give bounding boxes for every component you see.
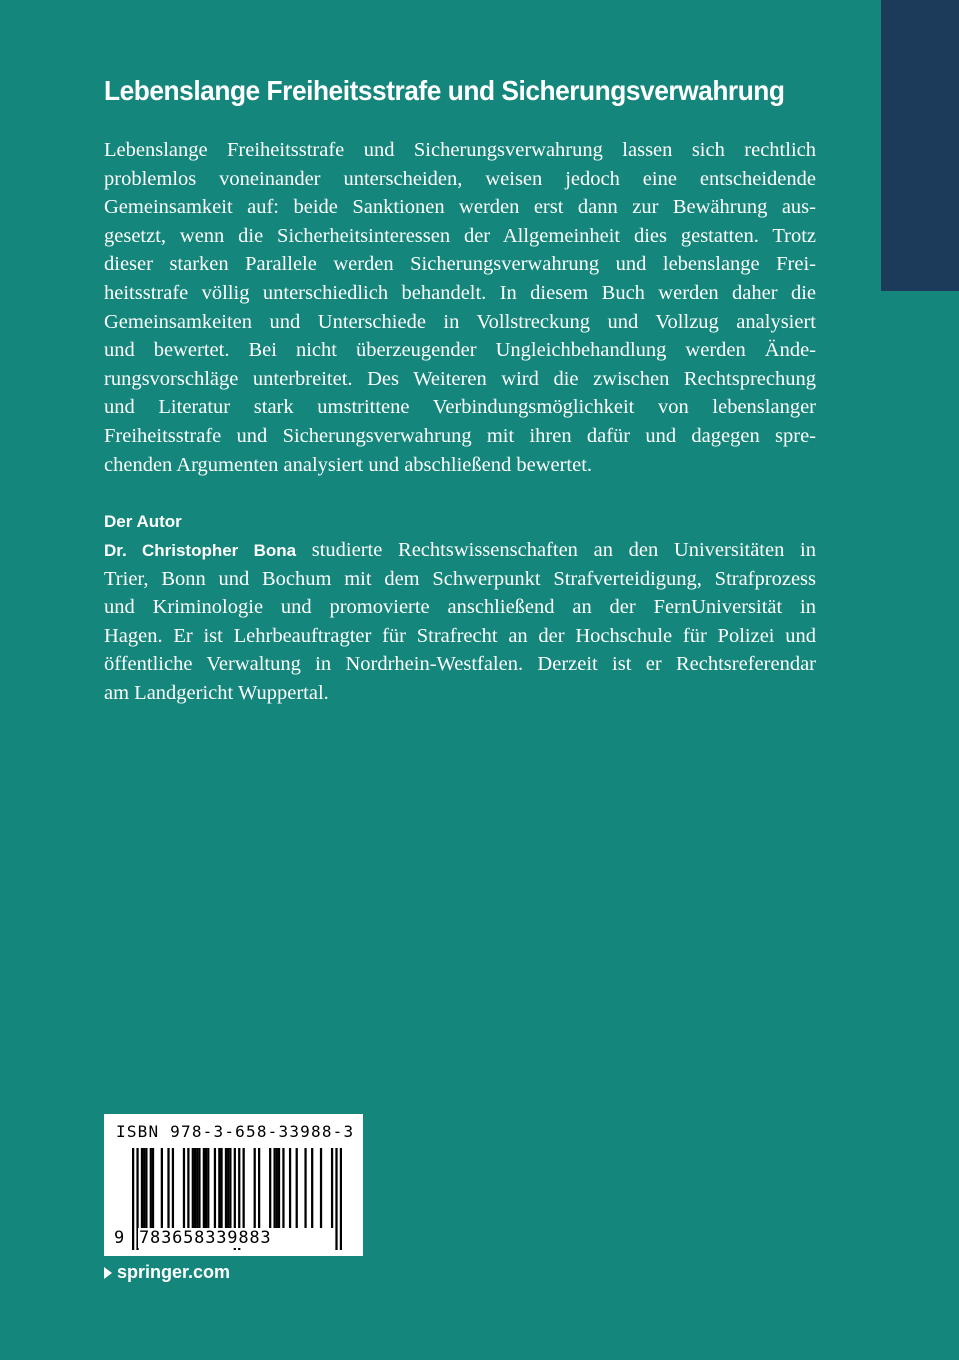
barcode-bar [172,1148,174,1228]
barcode-bar [218,1148,220,1228]
blurb-line: rungsvorschläge unterbreitet. Des Weiteren wird die zwischen Rechtsprechung [104,367,816,390]
blurb-line: und Literatur stark umstrittene Verbindungsmöglichkeit von lebenslanger [104,396,816,419]
blurb-line: Lebenslange Freiheitsstrafe und Sicherungsverwahrung lassen sich rechtlich [104,139,816,161]
publisher-link[interactable] [104,1262,230,1283]
author-bio-line [104,536,816,565]
blurb [104,136,816,479]
blurb-line: gesetzt, wenn die Sicherheitsinteressen der Allgemeinheit dies gestatten. Trotz [104,224,816,247]
blurb-line: chenden Argumenten analysiert und abschließend bewertet. [104,453,593,476]
barcode-bar [225,1148,227,1228]
barcode-bar [243,1148,245,1228]
author-bio-line: Hagen. Er ist Lehrbeauftragter für Strafrecht an der Hochschule für Polizei und [104,624,816,647]
author-name: Dr. Christopher Bona [104,541,297,560]
author-bio-text: studierte Rechtswissenschaften an den Universitäten in [296,539,816,561]
barcode-bar [340,1148,342,1250]
barcode-bar [192,1148,194,1228]
arrow-right-icon [104,1267,112,1279]
barcode-bar [187,1148,189,1228]
barcode-bar [269,1148,271,1228]
barcode-bar [161,1148,163,1228]
barcode-bar [141,1148,143,1228]
barcode-bar [183,1148,185,1228]
barcode-bar [205,1148,207,1228]
blurb-line: dieser starken Parallele werden Sicherungsverwahrung und lebenslange Frei- [104,253,816,276]
barcode-bar [143,1148,145,1228]
publisher-website: springer.com [117,1262,231,1282]
barcode-bar [227,1148,229,1228]
barcode-bar [296,1148,298,1228]
barcode-bar [198,1148,200,1228]
barcode-bar [150,1148,152,1228]
blurb-line: Gemeinsamkeit auf: beide Sanktionen werden erst dann zur Bewährung aus- [104,196,816,219]
blurb-line: Gemeinsamkeiten und Unterschiede in Vollstreckung und Vollzug analysiert [104,310,816,333]
barcode-bar [145,1148,147,1228]
blurb-line: heitsstrafe völlig unterschiedlich behandelt. In diesem Buch werden daher die [104,281,816,304]
barcode-bar [282,1148,284,1228]
barcode-bar [220,1148,222,1228]
barcode-bar [304,1148,306,1228]
author-bio [104,536,816,708]
blurb-line: Freiheitsstrafe und Sicherungsverwahrung mit ihren dafür und dagegen spre- [104,424,816,447]
spine-color-bar [881,0,959,291]
barcode-bar [320,1148,322,1228]
isbn-barcode [104,1114,363,1256]
ean-digits: 783658339883 [139,1228,272,1248]
barcode-bar [335,1148,337,1250]
barcode-bar [152,1148,154,1228]
barcode-bar [207,1148,209,1228]
barcode-bar [276,1148,278,1228]
barcode-bar [196,1148,198,1228]
barcode-bar [273,1148,275,1228]
barcode-bar [254,1148,256,1228]
barcode-bar [214,1148,216,1228]
barcode-bar [278,1148,280,1228]
barcode-bar [132,1148,134,1250]
blurb-line: problemlos voneinander unterscheiden, weisen jedoch eine entscheidende [104,167,816,190]
ean-first-digit: 9 [114,1228,125,1248]
author-bio-line: öffentliche Verwaltung in Nordrhein-Westfalen. Derzeit ist er Rechtsreferendar [104,653,816,676]
barcode-bar [194,1148,196,1228]
isbn-label: ISBN 978-3-658-33988-3 [116,1122,355,1141]
barcode-bar [331,1148,333,1228]
barcode-bar [229,1148,231,1228]
blurb-line: und bewertet. Bei nicht überzeugender Ungleichbehandlung werden Ände- [104,339,816,362]
author-heading: Der Autor [104,512,182,531]
author-bio-line: und Kriminologie und promovierte anschließend an der FernUniversität in [104,596,816,619]
barcode-bar [203,1148,205,1228]
barcode-bar [289,1148,291,1228]
author-bio-line: am Landgericht Wuppertal. [104,681,329,704]
barcode-bar [311,1148,313,1228]
barcode-bar [258,1148,260,1228]
barcode-bar [167,1148,169,1228]
author-bio-line: Trier, Bonn und Bochum mit dem Schwerpunkt Strafverteidigung, Strafprozess [104,567,816,590]
book-title: Lebenslange Freiheitsstrafe und Sicherungsverwahrung [104,75,785,106]
